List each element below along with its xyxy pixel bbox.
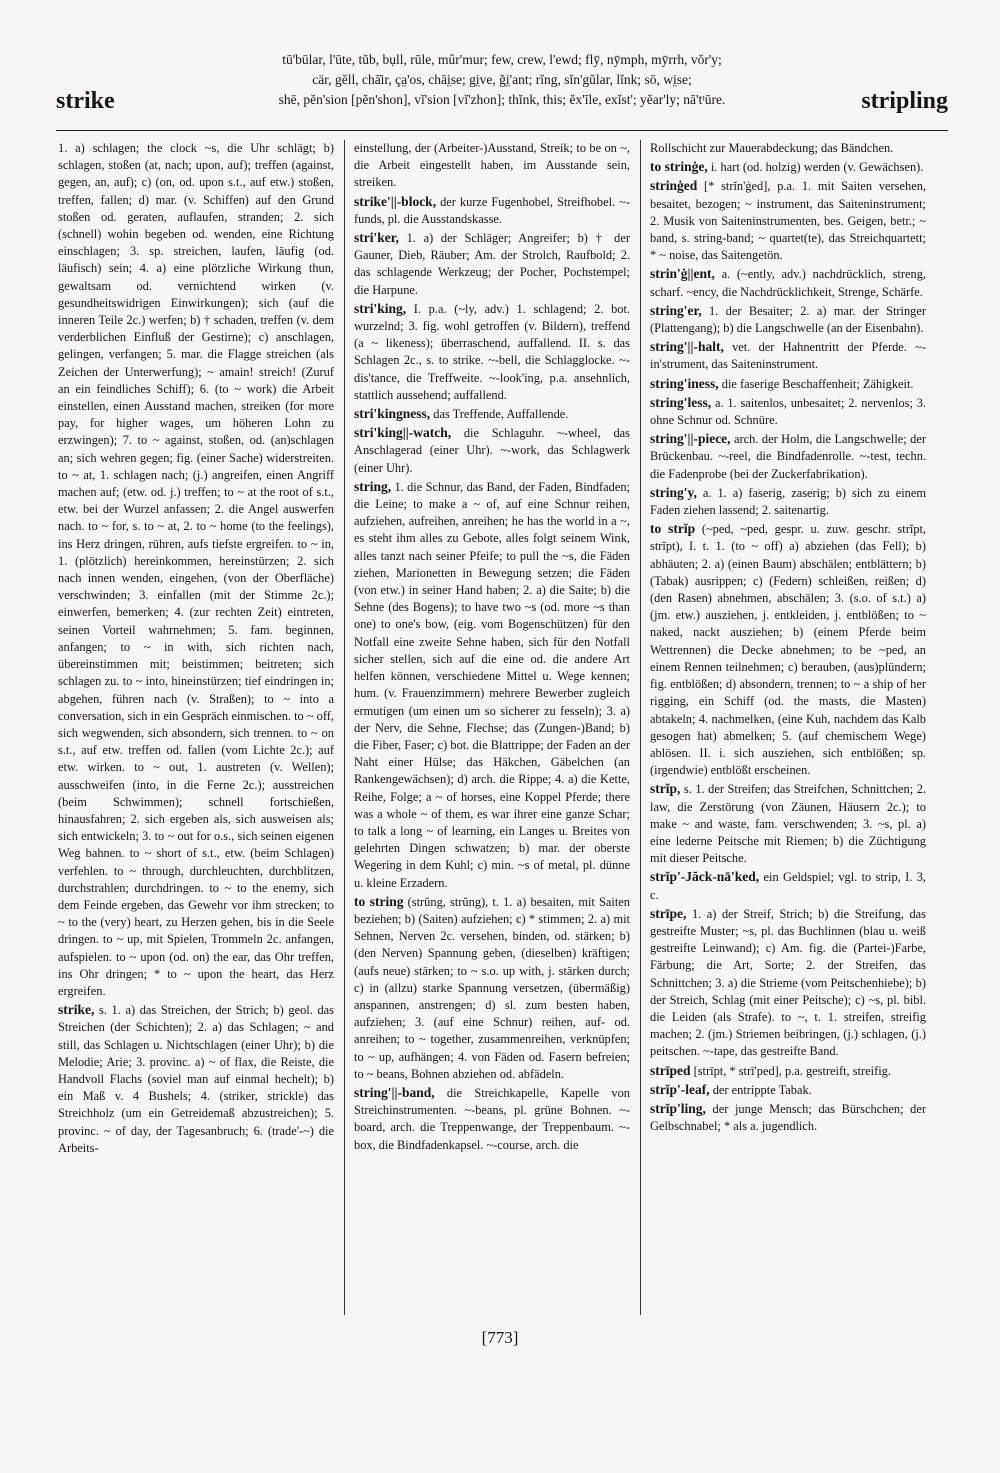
entry-text: [strīpt, * strī'ped], p.a. gestreift, streifig. bbox=[693, 1063, 891, 1078]
entry-headword: to string bbox=[354, 893, 404, 909]
entry-text: ein Geldspiel; vgl. to strip, I. 3, c. bbox=[650, 870, 926, 902]
dictionary-entry bbox=[650, 905, 926, 1061]
page-header bbox=[56, 46, 948, 122]
entry-text: (~ped, ~ped, gespr. u. zuw. geschr. strĭpt, strĭpt), I. t. 1. (to ~ off) a) abziehen (das Fell); b) abhäuten; 2. a) (einen Baum) abschälen; entblättern; b) (Tabak) ausrippen; c) (Federn) schleißen, reißen; d) (den Rasen) abnehmen, abschälen; 3. (s.o. of s.t.) a) (jm. etw.) ausziehen, j. entkleiden, j. entblößen; to ~ naked, nackt ausziehen; b) (einem Pferde beim Wettrennen) die Decke abnehmen; to be ~ped, an einem Rennen teilnehmen; c) berauben, (aus)plündern; fig. entblößen; d) absondern, trennen; to ~ a ship of her rigging, ein Schiff (od. the masts, die Masten) abtakeln; 4. nachmelken, (eine Kuh, nachdem das Kalb gesogen hat) abmelken; 5. (auf chemischem Wege) ablösen. II. i. sich ausziehen, sich entblößen; sp. (irgendwie) entblößt erscheinen. bbox=[650, 522, 926, 778]
entry-text: die faserige Beschaffenheit; Zähigkeit. bbox=[721, 376, 914, 391]
entry-headword: strin'ġ||ent, bbox=[650, 266, 715, 282]
header-rule bbox=[56, 130, 948, 131]
entry-headword: string'||-piece, bbox=[650, 431, 731, 447]
dictionary-entry bbox=[58, 1001, 334, 1157]
entry-headword: string'iness, bbox=[650, 375, 719, 391]
entry-text: der junge Mensch; das Bürschchen; der Gelbschnabel; * als a. jugendlich. bbox=[650, 1101, 926, 1134]
entry-headword: strĭp'ling, bbox=[650, 1100, 706, 1116]
dictionary-entry bbox=[354, 893, 630, 1083]
entry-text: das Treffende, Auffallende. bbox=[433, 407, 569, 422]
dictionary-entry bbox=[650, 868, 926, 903]
entry-headword: strĭp'-Jăck-nā'ked, bbox=[650, 869, 760, 885]
dictionary-entry bbox=[650, 484, 926, 519]
dictionary-entry bbox=[650, 375, 926, 393]
entry-text: 1. die Schnur, das Band, der Faden, Bindfaden; die Leine; to make a ~ of, auf eine Schnur reihen, aufziehen, aufreihen, anreihen; he has the world in a ~, es steht ihm alles zu Gebote, alles folgt seinem Wink, alles tanzt nach seiner Pfeife; to pull the ~s, die Fäden ziehen, Marionetten in Bewegung setzen; die Fäden (von etw.) in seiner Hand haben; 2. a) die Saite; b) die Sehne (des Bogens); to have two ~s (od. more ~s than one) to one's bow, (eig. vom Bogenschützen) für den Notfall eine zweite Sehne haben, sich für den Notfall sicher stellen, sich auf die eine od. die andere Art helfen können, verschiedene Mittel u. Wege kennen; hum. (v. Frauenzimmern) mehrere Bewerber zugleich ermutigen (um einen um so sicherer zu fesseln); 3. a) der Nerv, die Sehne, Flechse; das (Zungen-)Band; b) die Fiber, Faser; c) bot. die Blattrippe; der Faden an der Naht einer Hülse; das Häkchen, Gäbelchen (an Rankengewächsen); d) arch. die Rippe; 4. a) die Kette, Reihe, Folge; a ~ of horses, eine Koppel Pferde; there was a whole ~ of them, es war ihrer eine ganze Schar; to talk a long ~ of learning, ein Langes u. Breites von gelehrten Dingen schwatzen; b) mar. der oberste Wegering in dem Kuhl; c) min. ~s of metal, pl. dünne u. kleine Erzadern. bbox=[354, 479, 630, 890]
entry-headword: strinġed bbox=[650, 178, 698, 194]
dictionary-entry bbox=[650, 430, 926, 483]
dictionary-entry bbox=[354, 140, 630, 192]
entry-text: a. 1. saitenlos, unbesaitet; 2. nervenlos; 3. ohne Schnur od. Schnüre. bbox=[650, 395, 926, 428]
column-2 bbox=[354, 140, 630, 1320]
dictionary-entry bbox=[650, 302, 926, 337]
entry-text: I. p.a. (~ly, adv.) 1. schlagend; 2. bot. wurzelnd; 3. fig. wohl getroffen (v. Bildern), treffend (a ~ likeness); überraschend, auffallend. II. s. das Schlagen 2c., s. to strike. ~-bell, die Schlagglocke. ~-dis'tance, die Treffweite. ~-look'ing, p.a. ansehnlich, stattlich aussehend; auffallend. bbox=[354, 301, 630, 402]
entry-headword: to strĭp bbox=[650, 521, 696, 537]
dictionary-entry bbox=[650, 780, 926, 867]
dictionary-entry bbox=[354, 193, 630, 228]
entry-text: der kurze Fugenhobel, Streifhobel. ~-funds, pl. die Ausstandskasse. bbox=[354, 194, 630, 226]
pronunciation-key-line: shē, pĕn'sion [pĕn'shon], vĭ'sion [vĭ'zhon]; thĭnk, this; ĕx'īle, exĭst'; yĕar'ly; nā'tᵗūre. bbox=[278, 92, 726, 107]
dictionary-entry bbox=[650, 158, 926, 176]
column-3 bbox=[650, 140, 926, 1320]
dictionary-entry bbox=[650, 394, 926, 429]
dictionary-entry bbox=[354, 405, 630, 423]
entry-text: der entrippte Tabak. bbox=[712, 1082, 812, 1097]
entry-text: arch. der Holm, die Langschwelle; der Brückenbau. ~-reel, die Bindfadenrolle. ~-test, techn. die Fadenprobe (bei der Zuckerfabrikation). bbox=[650, 432, 926, 481]
entry-headword: strike'||-block, bbox=[354, 193, 437, 209]
dictionary-entry bbox=[354, 229, 630, 299]
pronunciation-key-line: tū'būlar, l'ūte, tŭb, bụll, rūle, mûr'mur; few, crew, l'ewd; flȳ, nȳmph, mȳrrh, vŏr'y; bbox=[282, 52, 722, 67]
entry-headword: to strinġe, bbox=[650, 159, 708, 175]
dictionary-entry bbox=[354, 1084, 630, 1154]
entry-headword: stri'ker, bbox=[354, 230, 399, 246]
dictionary-entry bbox=[650, 1081, 926, 1099]
entry-text: (strŭng, strŭng), t. 1. a) besaiten, mit Saiten beziehen; b) (Saiten) aufziehen; c) * stimmen; 2. a) mit Sehnen, Nerven 2c. versehen, binden, od. stärken; b) (den Nerven) Spannung geben, (dieselben) kräftigen; (aufs neue) stärken; to ~ s.o. up with, j. stärken durch; c) in (allzu) starke Spannung versetzen, (übermäßig) anspannen, anstrengen; d) sl. zum besten haben, aufziehen; 3. (auf eine Schnur) reihen, auf- od. anreihen; to ~ together, zusammenreihen, verknüpfen; to ~ up, aufhängen; 4. von Fäden od. Fasern befreien; to ~ beans, Bohnen abziehen od. abfädeln. bbox=[354, 894, 630, 1081]
pronunciation-key-line: cär, gĕll, chā̇ir, ça̤'os, chāi̤se; gi̤ve, ği̤'ant; rĭng, sĭn'gŭlar, lĭnk; sō, wi̤se; bbox=[312, 72, 692, 87]
entry-headword: string'y, bbox=[650, 484, 697, 500]
entry-headword: stri'king||-watch, bbox=[354, 425, 452, 441]
dictionary-entry bbox=[650, 338, 926, 373]
guide-word-left: strike bbox=[56, 88, 115, 114]
entry-headword: string'er, bbox=[650, 302, 702, 318]
dictionary-entry bbox=[58, 140, 334, 1000]
column-1 bbox=[58, 140, 334, 1320]
entry-text: a. (~ently, adv.) nachdrücklich, streng, scharf. ~ency, die Nachdrücklichkeit, Strenge, Schärfe. bbox=[650, 267, 926, 299]
entry-text: [* strĭn'ġed], p.a. 1. mit Saiten versehen, besaitet, bezogen; ~ instrument, das Saiteninstrument; 2. Musik von Saiteninstrumenten, bes. Geigen, betr.; ~ band, s. string-band; ~ quartet(te), das Streichquartett; * ~ noise, das Saitengetön. bbox=[650, 179, 926, 263]
entry-text: 1. der Besaiter; 2. a) mar. der Stringer (Plattengang); b) die Langschwelle (an der Eisenbahn). bbox=[650, 303, 926, 336]
entry-text: a. 1. a) faserig, zaserig; b) sich zu einem Faden ziehen lassend; 2. saitenartig. bbox=[650, 485, 926, 518]
entry-text: 1. a) der Streif, Strich; b) die Streifung, das gestreifte Muster; ~s, pl. das Buchlinnen (blau u. weiß gestreifte Leinwand); c) Am. fig. die (Partei-)Farbe, Färbung; die Art, Sorte; 2. der Streifen, das Schnittchen; 3. a) die Strieme (vom Peitschenhiebe); b) der Streich, Schlag (mit einer Peitsche); c) ~s, pl. bibl. die Leiden (als Strafe). to ~, t. 1. streifen, streifig machen; 2. (jm.) Striemen beibringen, (j.) schlagen, (j.) peitschen. ~-tape, das gestreifte Band. bbox=[650, 906, 926, 1059]
entry-text: die Streichkapelle, Kapelle von Streichinstrumenten. ~-beans, pl. grüne Bohnen. ~-board, arch. die Treppenwange, der Treppenbaum. ~-box, die Bindfadenkapsel. ~-course, arch. die bbox=[354, 1085, 630, 1152]
entry-text: vet. der Hahnentritt der Pferde. ~-in'strument, das Saiteninstrument. bbox=[650, 340, 926, 372]
entry-headword: strīpe, bbox=[650, 905, 687, 921]
entry-headword: string'less, bbox=[650, 394, 712, 410]
entry-text: 1. a) schlagen; the clock ~s, die Uhr schlägt; b) schlagen, stoßen (at, nach; upon, auf); treffen (against, gegen, an, auf); c) (on, od. upon s.t., auf etw.) stoßen, treffen, fallen; d) mar. (v. Schiffen) auf den Grund stoßen od. geraten, auflaufen, stranden; 2. sich (schnell) wohin begeben od. wenden, eine Richtung einschlagen; 3. sp. streichen, laufen, läufig (od. läufisch) sein; 4. a) eine plötzliche Wirkung thun, gewaltsam od. vernichtend wirken (v. gesundheitswidrigen Einwirkungen); sich (auf die inneren Teile 2c.) werfen; b) † schaden, treffen (v. dem verderblichen Einfluß der Gestirne); c) anschlagen, gelingen, verfangen; 5. mar. die Flagge streichen (als Zeichen der Unterwerfung); ~ amain! streich! (Zuruf an ein feindliches Schiff); 6. (to ~ work) die Arbeit einstellen, einen Ausstand machen, streiken (for more pay, for higher wages, um höheren Lohn zu erzwingen); 7. to ~ against, stoßen, od. (an)schlagen an; sich wehren gegen; fig. (einer Sache) widerstreiten. to ~ at, 1. schlagen nach; (j.) angreifen, einen Angriff machen auf; (etw. od. j.) treffen; to ~ at the root of s.t., etw. bei der Wurzel anfassen; 2. die Angel auswerfen nach. to ~ for, s. to ~ at, 2. to ~ home (to the feelings), ins Herz dringen, rühren, aufs tiefste ergreifen. to ~ in, 1. (plötzlich) hereinkommen, hereinstürzen; 2. sich nach innen wenden, eingehen, (von der Oberfläche) verschwinden; 3. einfallen (mit der Stimme 2c.); einwerfen, bemerken; 4. (zur rechten Zeit) eintreten, seinen Vorteil wahrnehmen; 5. fam. beginnen, anfangen; to ~ in with, sich richten nach, übereinstimmen mit; beistimmen; beitreten; sich schlagen zu. to ~ into, hineinstürzen; tief eindringen in; abgehen, führen nach (v. Straßen); to ~ into a conversation, sich in ein Gespräch einmischen. to ~ off, sich wegwenden, sich absondern, sich trennen. to ~ on s.t., auf etw. treffen od. fallen (vom Lichte 2c.); auf etw. wirken. to ~ out, 1. austreten (v. Wellen); ausschweifen (into, in die Ferne 2c.); ausstreichen (beim Schwimmen); schnell fortschießen, hinausfahren; 2. sich ergeben als, sich ausweisen als; sich entwickeln; 3. to ~ out for o.s., sich seinen eigenen Weg bahnen. to ~ short of s.t., etw. (beim Schlagen) verfehlen. to ~ through, durchleuchten, durchblitzen, durchstrahlen; durchdringen. to ~ to the enemy, sich dem Feinde ergeben, das Gewehr vor ihm strecken; to ~ to the (very) heart, zu Herzen gehen, bis in die Seele dringen. to ~ up, mit Spielen, Trommeln 2c. anfangen, aufspielen. to ~ upon (od. on) the ear, das Ohr treffen, ins Ohr dringen; * to ~ upon the heart, das Herz ergreifen. bbox=[58, 141, 334, 998]
entry-headword: strĭp'-leaf, bbox=[650, 1081, 710, 1097]
entry-headword: string, bbox=[354, 478, 392, 494]
dictionary-entry bbox=[650, 177, 926, 264]
entry-headword: string'||-band, bbox=[354, 1084, 435, 1100]
dictionary-columns bbox=[58, 140, 944, 1320]
dictionary-entry bbox=[354, 478, 630, 892]
dictionary-entry bbox=[650, 1100, 926, 1135]
entry-text: einstellung, der (Arbeiter-)Ausstand, Streik; to be on ~, die Arbeit eingestellt haben, im Ausstande sein, streiken. bbox=[354, 141, 630, 190]
entry-headword: strĭp, bbox=[650, 781, 681, 797]
page-number: [773] bbox=[481, 1328, 519, 1347]
entry-headword: strike, bbox=[58, 1002, 95, 1018]
dictionary-entry bbox=[650, 520, 926, 779]
entry-text: die Schlaguhr. ~-wheel, das Anschlagerad (einer Uhr). ~-work, das Schlagwerk (einer Uhr). bbox=[354, 426, 630, 475]
pronunciation-key bbox=[206, 50, 798, 110]
entry-text: s. 1. a) das Streichen, der Strich; b) geol. das Streichen (der Schichten); 2. a) das Schlagen; ~ and still, das Schlagen u. Nichtschlagen (einer Uhr); b) die Melodie; Arie; 3. provinc. a) ~ of flax, die Reiste, die Handvoll Flachs (soviel man auf einmal hechelt); b) ein Maß v. 4 Bushels; 4. (striker, strickle) das Streichholz (um ein Getreidemaß abzustreichen); 5. provinc. ~ of day, der Tagesanbruch; 6. (trade'-~) die Arbeits- bbox=[58, 1003, 334, 1155]
dictionary-entry bbox=[650, 1062, 926, 1080]
guide-word-right: stripling bbox=[861, 88, 948, 114]
entry-headword: string'||-halt, bbox=[650, 339, 724, 355]
dictionary-entry bbox=[354, 424, 630, 477]
entry-headword: stri'kingness, bbox=[354, 406, 431, 422]
entry-headword: stri'king, bbox=[354, 300, 407, 316]
entry-text: 1. a) der Schläger; Angreifer; b) † der Gauner, Dieb, Räuber; Am. der Strolch, Raufbold; 2. das schlagende Werkzeug; der Pocher, Pochstempel; die Harpune. bbox=[354, 231, 630, 297]
entry-text: i. hart (od. holzig) werden (v. Gewächsen). bbox=[710, 160, 924, 175]
entry-headword: strīped bbox=[650, 1062, 691, 1078]
dictionary-entry bbox=[650, 140, 926, 157]
dictionary-entry bbox=[354, 300, 630, 404]
entry-text: s. 1. der Streifen; das Streifchen, Schnittchen; 2. law, die Zerstörung (von Zäunen, Häusern 2c.); to make ~ and waste, fam. verschwenden; 3. ~s, pl. a) eine lederne Peitsche mit Riemen; b) die Züchtigung mit dieser Peitsche. bbox=[650, 782, 926, 866]
entry-text: Rollschicht zur Mauerabdeckung; das Bändchen. bbox=[650, 141, 894, 155]
dictionary-entry bbox=[650, 265, 926, 300]
